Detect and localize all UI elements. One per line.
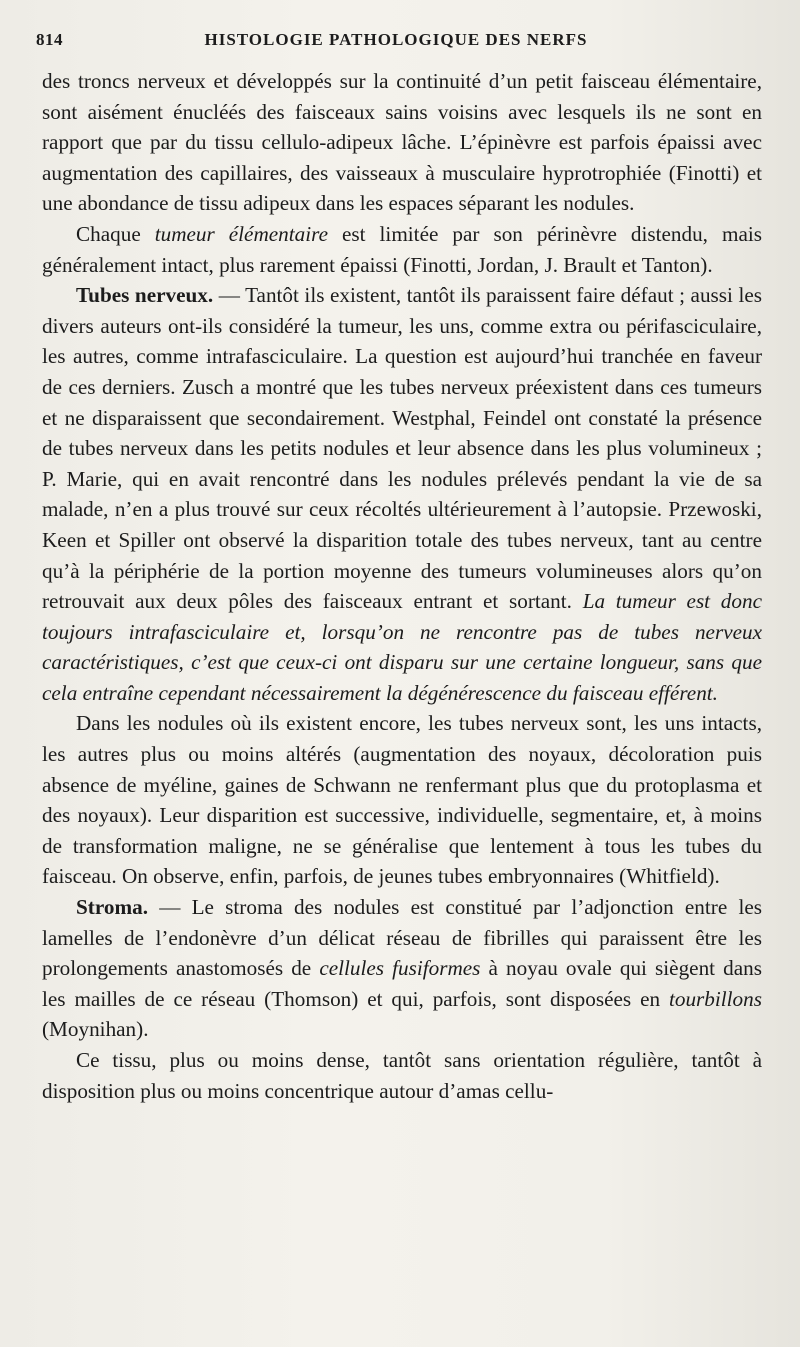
paragraph-2 bbox=[42, 219, 762, 280]
paragraph-3-text: — Tantôt ils existent, tantôt ils paraissent faire défaut ; aussi les divers auteurs ont-ils considéré la tumeur, les uns, comme extra ou périfasciculaire, les autres, comme intrafasciculaire. La question est aujourd’hui tranchée en faveur de ces derniers. Zusch a montré que les tubes nerveux préexistent dans ces tumeurs et ne disparaissent que secondairement. Westphal, Feindel ont constaté la présence de tubes nerveux dans les petits nodules et leur absence dans les plus volumineux ; P. Marie, qui en avait rencontré dans les nodules prélevés pendant la vie de sa malade, n’en a plus trouvé sur ceux récoltés ultérieurement à l’autopsie. Przewoski, Keen et Spiller ont observé la disparition totale des tubes nerveux, tant au centre qu’à la périphérie de la portion moyenne des tumeurs volumineuses alors qu’on retrouvait aux deux pôles des faisceaux entrant et sortant. bbox=[42, 283, 762, 614]
section-title-tubes-nerveux: Tubes nerveux. bbox=[76, 283, 214, 308]
paragraph-2-text-a: Chaque bbox=[76, 221, 155, 246]
paragraph-5-text-b: à noyau ovale qui siègent dans les mailles de ce réseau (Thomson) et qui, parfois, sont disposées en bbox=[42, 956, 762, 1011]
paragraph-5-emphasis-1: cellules fusiformes bbox=[319, 956, 481, 981]
paragraph-stroma bbox=[42, 892, 762, 1045]
body-text bbox=[42, 66, 762, 1106]
paragraph-6 bbox=[42, 1045, 762, 1106]
page-header bbox=[36, 30, 756, 60]
page-number: 814 bbox=[36, 30, 63, 49]
section-title-stroma: Stroma. bbox=[76, 895, 148, 920]
paragraph-3-emphasis: La tumeur est donc toujours intrafasciculaire et, lorsqu’on ne rencontre pas de tubes nerveux caractéristiques, c’est que ceux-ci ont disparu sur une certaine longueur, sans que cela entraîne cependant nécessairement la dégénérescence du faisceau efférent. bbox=[42, 589, 762, 705]
paragraph-tubes-nerveux bbox=[42, 280, 762, 708]
running-title: HISTOLOGIE PATHOLOGIQUE DES NERFS bbox=[204, 30, 588, 49]
paragraph-6-text: Ce tissu, plus ou moins dense, tantôt sans orientation régulière, tantôt à disposition plus ou moins concentrique autour d’amas cellu- bbox=[42, 1048, 762, 1103]
paragraph-1-text: des troncs nerveux et développés sur la continuité d’un petit faisceau élémentaire, sont aisément énucléés des faisceaux sains voisins avec lesquels ils ne sont en rapport que par du tissu cellulo-adipeux lâche. L’épinèvre est parfois épaissi avec augmentation des capillaires, des vaisseaux à musculaire hyprotrophiée (Finotti) et une abondance de tissu adipeux dans les espaces séparant les nodules. bbox=[42, 69, 762, 216]
paragraph-5-text-c: (Moynihan). bbox=[42, 1017, 149, 1042]
paragraph-4-text: Dans les nodules où ils existent encore, les tubes nerveux sont, les uns intacts, les autres plus ou moins altérés (augmentation des noyaux, décoloration puis absence de myéline, gaines de Schwann ne renfermant plus que du protoplasma et des noyaux). Leur disparition est successive, individuelle, segmentaire, et, à moins de transformation maligne, ne se généralise que lentement à tous les tubes du faisceau. On observe, enfin, parfois, de jeunes tubes embryonnaires (Whitfield). bbox=[42, 711, 762, 889]
paragraph-5-emphasis-2: tourbillons bbox=[668, 986, 762, 1011]
paragraph-5-text-a: — Le stroma des nodules est constitué par l’adjonction entre les lamelles de l’endonèvre d’un délicat réseau de fibrilles qui paraissent être les prolongements anastomosés de bbox=[42, 895, 762, 981]
paragraph-2-emphasis: tumeur élémentaire bbox=[154, 221, 328, 246]
paragraph-4 bbox=[42, 708, 762, 892]
paragraph-1 bbox=[42, 66, 762, 219]
paragraph-2-text-b: est limitée par son périnèvre distendu, mais généralement intact, plus rarement épaissi (Finotti, Jordan, J. Brault et Tanton). bbox=[42, 221, 762, 277]
